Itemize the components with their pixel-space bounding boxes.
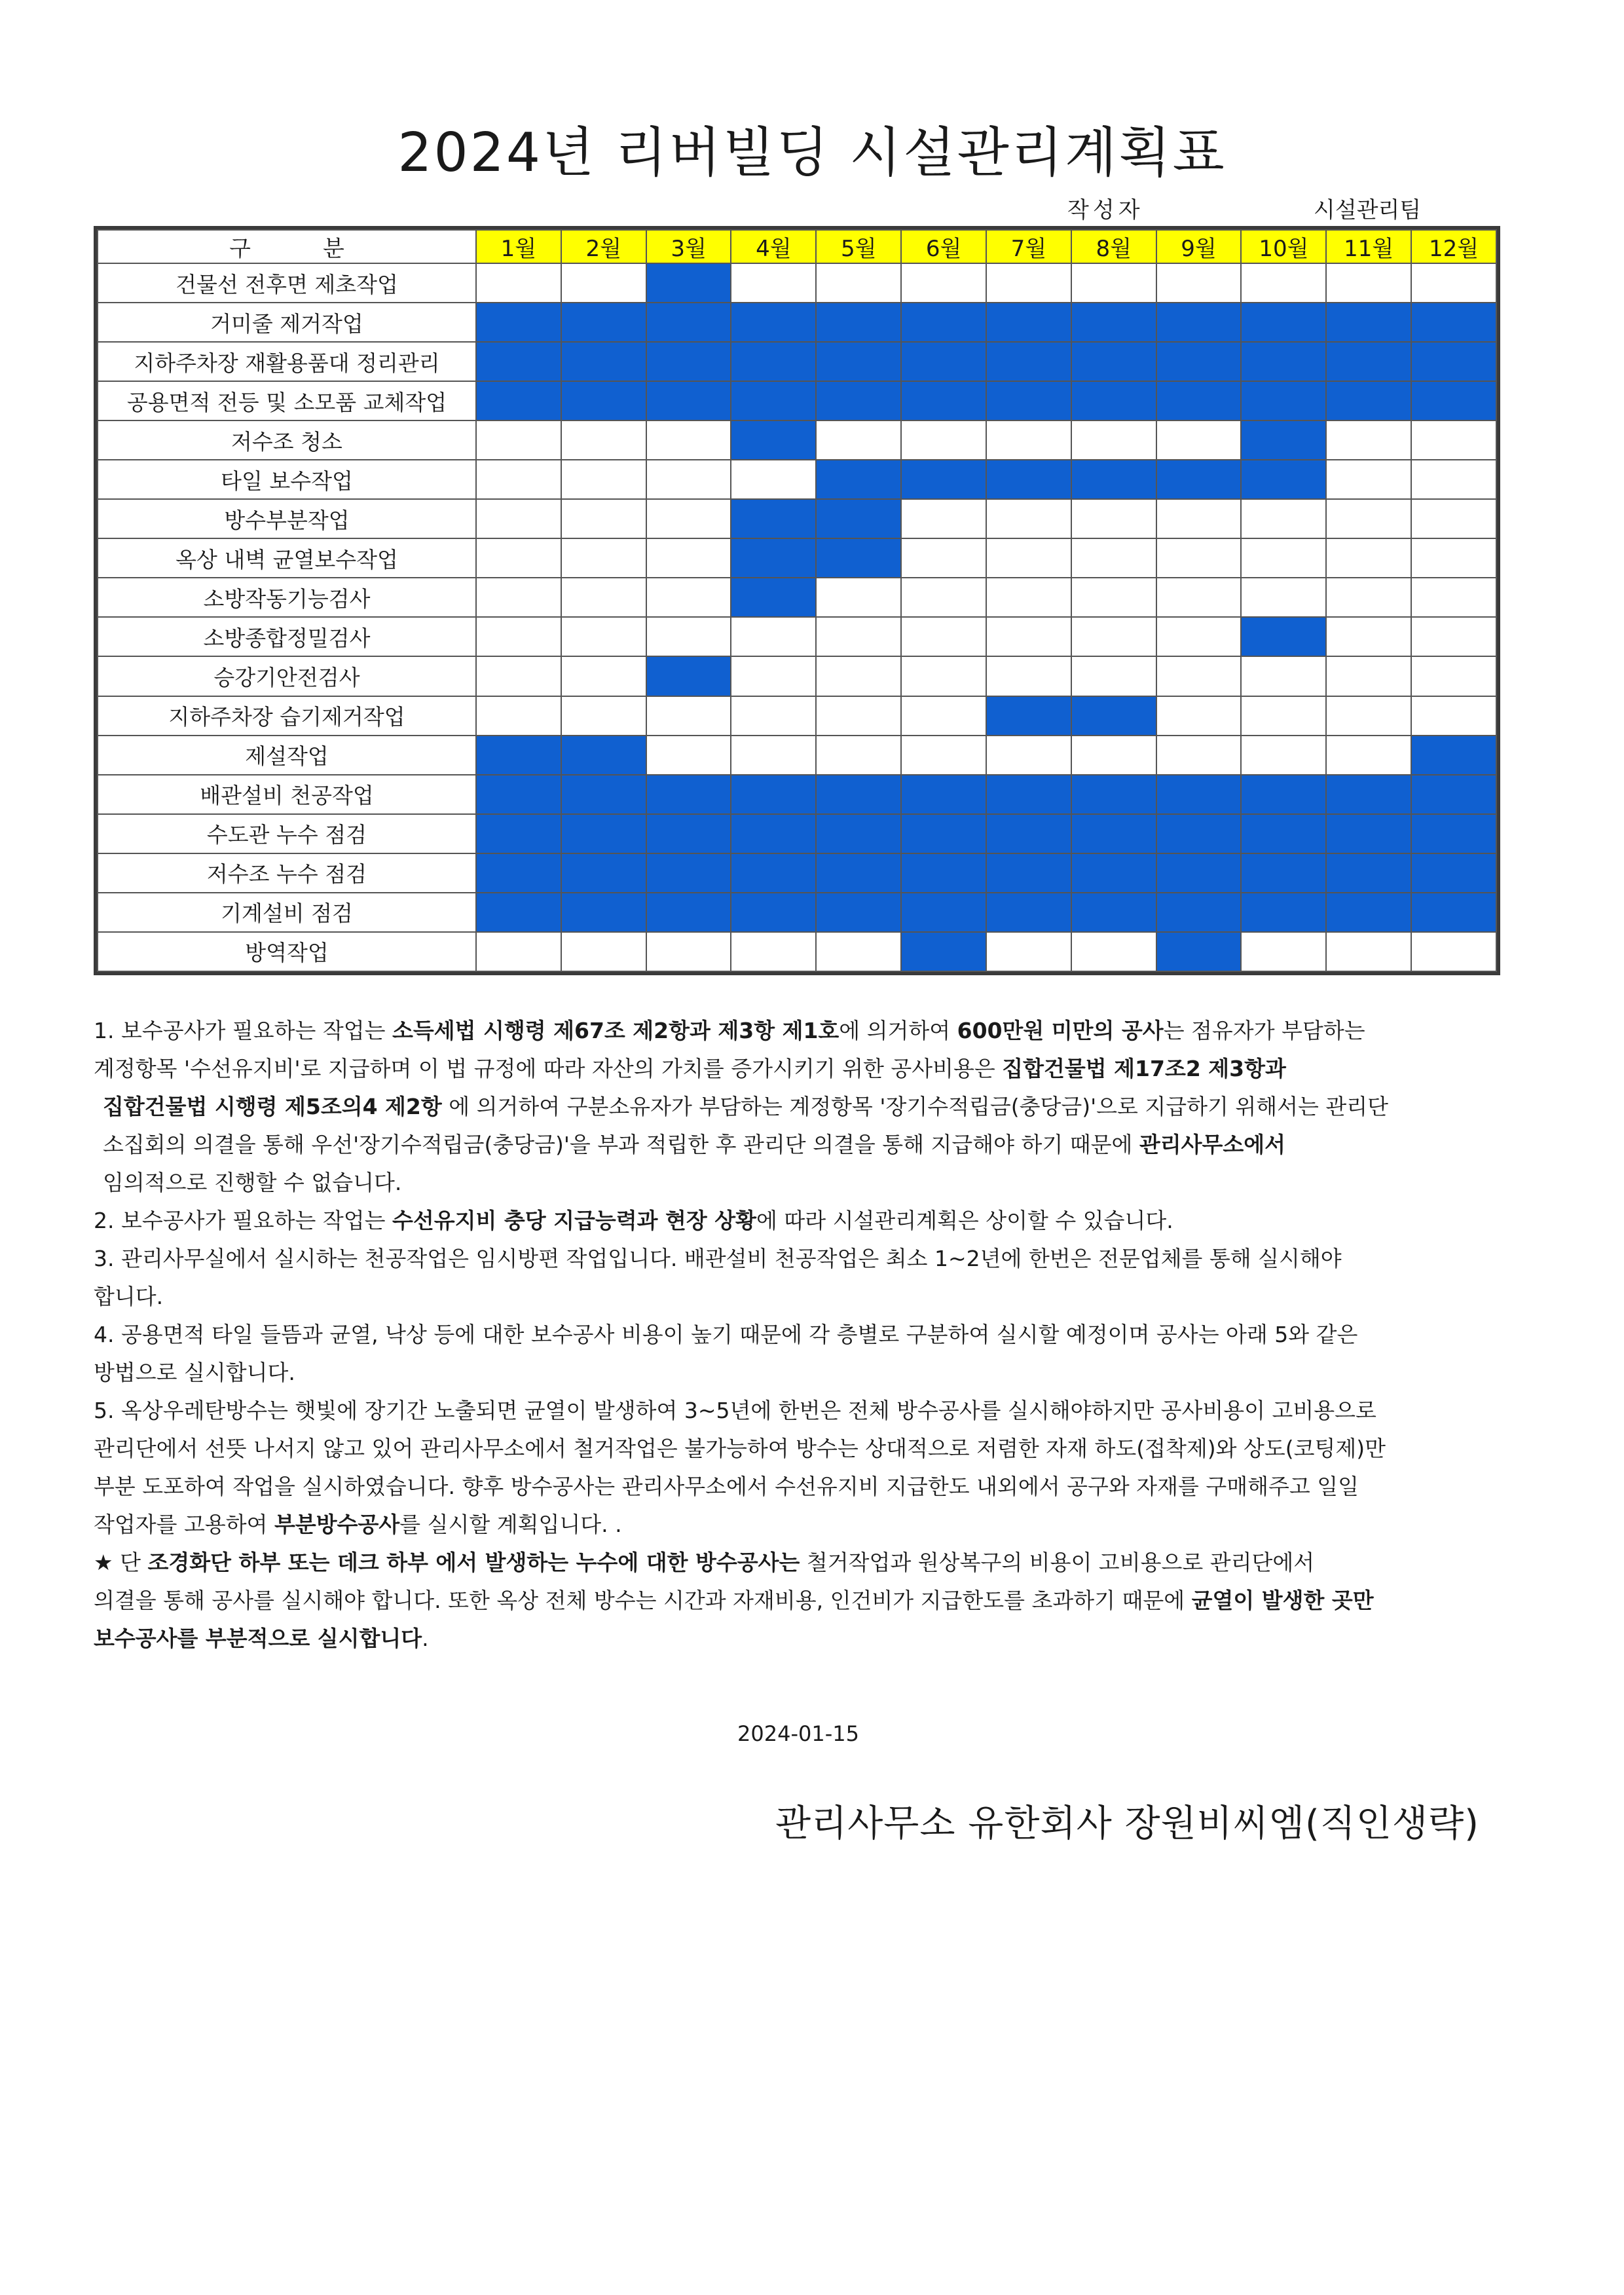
schedule-row xyxy=(98,696,1496,736)
month-cell-scheduled xyxy=(731,814,816,853)
month-cell-empty xyxy=(1071,538,1156,578)
schedule-row xyxy=(98,263,1496,303)
month-cell-scheduled xyxy=(986,814,1071,853)
month-cell-empty xyxy=(1156,538,1242,578)
schedule-row xyxy=(98,420,1496,460)
month-cell-scheduled xyxy=(1156,853,1242,893)
note-star: ★ 단 조경화단 하부 또는 데크 하부 에서 발생하는 누수에 대한 방수공사는 철거작업과 원상복구의 비용이 고비용으로 관리단에서 의결을 통해 공사를 실시해야 합니다. 또한 옥상 전체 방수는 시간과 자재비용, 인건비가 지급한도를 초과하기 때문에 균열이 발생한 곳만 보수공사를 부분적으로 실시합니다. xyxy=(94,1550,1374,1651)
month-cell-scheduled xyxy=(986,342,1071,381)
month-cell-empty xyxy=(901,736,986,775)
schedule-row xyxy=(98,578,1496,617)
month-cell-scheduled xyxy=(1071,814,1156,853)
month-cell-empty xyxy=(646,460,731,499)
month-cell-scheduled xyxy=(816,893,901,932)
month-cell-empty xyxy=(1326,420,1411,460)
author-label: 작성자 xyxy=(1067,197,1144,223)
month-cell-empty xyxy=(476,932,561,971)
month-cell-empty xyxy=(1326,578,1411,617)
month-cell-scheduled xyxy=(1241,342,1326,381)
month-cell-scheduled xyxy=(901,460,986,499)
month-header: 12월 xyxy=(1411,230,1496,263)
month-cell-empty xyxy=(1411,263,1496,303)
author-value: 시설관리팀 xyxy=(1314,197,1422,223)
month-cell-empty xyxy=(1326,932,1411,971)
month-cell-empty xyxy=(476,499,561,538)
month-header: 5월 xyxy=(816,230,901,263)
month-cell-scheduled xyxy=(646,814,731,853)
month-cell-empty xyxy=(901,656,986,696)
month-cell-empty xyxy=(1241,696,1326,736)
month-cell-scheduled xyxy=(816,853,901,893)
month-cell-scheduled xyxy=(646,303,731,342)
task-label: 옥상 내벽 균열보수작업 xyxy=(98,538,476,578)
month-cell-scheduled xyxy=(1071,853,1156,893)
month-cell-empty xyxy=(476,460,561,499)
month-cell-empty xyxy=(646,499,731,538)
schedule-table xyxy=(94,226,1500,975)
month-cell-scheduled xyxy=(1326,853,1411,893)
document-date: 2024-01-15 xyxy=(737,1721,859,1746)
month-cell-empty xyxy=(1156,736,1242,775)
month-cell-empty xyxy=(1411,617,1496,656)
month-cell-scheduled xyxy=(561,342,646,381)
task-label: 소방작동기능검사 xyxy=(98,578,476,617)
month-cell-empty xyxy=(561,617,646,656)
month-cell-empty xyxy=(1411,696,1496,736)
task-label: 방역작업 xyxy=(98,932,476,971)
month-cell-scheduled xyxy=(731,342,816,381)
month-cell-scheduled xyxy=(646,263,731,303)
month-cell-empty xyxy=(986,932,1071,971)
month-cell-scheduled xyxy=(476,814,561,853)
month-cell-scheduled xyxy=(1156,342,1242,381)
month-cell-scheduled xyxy=(731,381,816,420)
month-cell-scheduled xyxy=(1156,932,1242,971)
schedule-row xyxy=(98,853,1496,893)
month-cell-empty xyxy=(646,736,731,775)
month-cell-empty xyxy=(1071,420,1156,460)
month-cell-scheduled xyxy=(1326,775,1411,814)
month-cell-scheduled xyxy=(561,736,646,775)
month-cell-empty xyxy=(646,932,731,971)
month-cell-empty xyxy=(561,696,646,736)
month-cell-empty xyxy=(561,578,646,617)
month-cell-empty xyxy=(1156,617,1242,656)
task-label: 거미줄 제거작업 xyxy=(98,303,476,342)
month-cell-scheduled xyxy=(1071,775,1156,814)
month-cell-scheduled xyxy=(1071,696,1156,736)
month-cell-empty xyxy=(476,420,561,460)
month-cell-empty xyxy=(901,263,986,303)
month-cell-empty xyxy=(731,656,816,696)
month-cell-scheduled xyxy=(731,538,816,578)
month-cell-empty xyxy=(561,460,646,499)
month-cell-empty xyxy=(561,420,646,460)
month-header: 6월 xyxy=(901,230,986,263)
header-label: 구분 xyxy=(98,230,476,263)
task-label: 제설작업 xyxy=(98,736,476,775)
month-cell-scheduled xyxy=(816,499,901,538)
month-cell-empty xyxy=(816,420,901,460)
month-cell-empty xyxy=(1411,656,1496,696)
month-cell-scheduled xyxy=(1241,617,1326,656)
month-cell-empty xyxy=(1326,263,1411,303)
schedule-row xyxy=(98,499,1496,538)
task-label: 승강기안전검사 xyxy=(98,656,476,696)
task-label: 저수조 누수 점검 xyxy=(98,853,476,893)
month-cell-empty xyxy=(901,578,986,617)
month-cell-empty xyxy=(1071,499,1156,538)
month-cell-empty xyxy=(1241,736,1326,775)
month-cell-scheduled xyxy=(901,381,986,420)
month-cell-empty xyxy=(901,538,986,578)
month-cell-scheduled xyxy=(1241,853,1326,893)
month-cell-empty xyxy=(1326,696,1411,736)
schedule-row xyxy=(98,381,1496,420)
schedule-row xyxy=(98,893,1496,932)
month-cell-empty xyxy=(1071,656,1156,696)
month-cell-scheduled xyxy=(561,853,646,893)
task-label: 공용면적 전등 및 소모품 교체작업 xyxy=(98,381,476,420)
month-cell-empty xyxy=(1241,499,1326,538)
month-cell-empty xyxy=(986,736,1071,775)
month-cell-empty xyxy=(561,656,646,696)
month-cell-scheduled xyxy=(1411,342,1496,381)
month-cell-empty xyxy=(561,263,646,303)
month-cell-empty xyxy=(731,617,816,656)
month-cell-empty xyxy=(986,656,1071,696)
month-cell-scheduled xyxy=(901,893,986,932)
task-label: 방수부분작업 xyxy=(98,499,476,538)
month-cell-scheduled xyxy=(1071,381,1156,420)
month-cell-scheduled xyxy=(476,381,561,420)
month-cell-scheduled xyxy=(731,893,816,932)
month-cell-empty xyxy=(1411,578,1496,617)
month-cell-empty xyxy=(476,578,561,617)
month-cell-scheduled xyxy=(1411,303,1496,342)
month-cell-scheduled xyxy=(816,381,901,420)
month-cell-empty xyxy=(1071,263,1156,303)
notes xyxy=(94,1012,1521,1658)
month-cell-empty xyxy=(986,617,1071,656)
month-cell-empty xyxy=(731,696,816,736)
month-cell-scheduled xyxy=(476,303,561,342)
month-cell-scheduled xyxy=(1071,342,1156,381)
month-cell-empty xyxy=(1156,656,1242,696)
month-cell-scheduled xyxy=(476,342,561,381)
month-cell-scheduled xyxy=(986,381,1071,420)
task-label: 소방종합정밀검사 xyxy=(98,617,476,656)
month-header: 1월 xyxy=(476,230,561,263)
month-cell-scheduled xyxy=(1156,893,1242,932)
month-cell-empty xyxy=(901,499,986,538)
month-cell-empty xyxy=(1326,617,1411,656)
month-header: 9월 xyxy=(1156,230,1242,263)
month-cell-empty xyxy=(731,263,816,303)
month-cell-empty xyxy=(1326,736,1411,775)
month-cell-scheduled xyxy=(1071,460,1156,499)
month-header: 2월 xyxy=(561,230,646,263)
month-cell-scheduled xyxy=(646,381,731,420)
month-cell-empty xyxy=(986,578,1071,617)
note-2: 2. 보수공사가 필요하는 작업는 수선유지비 충당 지급능력과 현장 상황에 따라 시설관리계획은 상이할 수 있습니다. xyxy=(94,1208,1173,1233)
month-cell-scheduled xyxy=(901,303,986,342)
month-cell-scheduled xyxy=(986,853,1071,893)
month-cell-empty xyxy=(731,736,816,775)
page-title: 2024년 리버빌딩 시설관리계획표 xyxy=(397,122,1227,184)
month-header: 7월 xyxy=(986,230,1071,263)
month-cell-scheduled xyxy=(1241,303,1326,342)
schedule-row xyxy=(98,303,1496,342)
month-cell-scheduled xyxy=(1241,814,1326,853)
month-cell-empty xyxy=(646,420,731,460)
month-cell-scheduled xyxy=(816,303,901,342)
task-label: 수도관 누수 점검 xyxy=(98,814,476,853)
month-cell-scheduled xyxy=(1241,381,1326,420)
month-cell-scheduled xyxy=(1326,303,1411,342)
month-header: 4월 xyxy=(731,230,816,263)
month-cell-scheduled xyxy=(731,853,816,893)
month-cell-empty xyxy=(476,263,561,303)
note-4: 4. 공용면적 타일 들뜸과 균열, 낙상 등에 대한 보수공사 비용이 높기 때문에 각 층별로 구분하여 실시할 예정이며 공사는 아래 5와 같은 방법으로 실시합니다. xyxy=(94,1322,1358,1385)
month-cell-scheduled xyxy=(1326,814,1411,853)
month-header: 11월 xyxy=(1326,230,1411,263)
month-cell-scheduled xyxy=(1156,814,1242,853)
month-cell-scheduled xyxy=(1156,775,1242,814)
month-cell-scheduled xyxy=(1411,893,1496,932)
schedule-row xyxy=(98,538,1496,578)
month-cell-scheduled xyxy=(476,853,561,893)
month-cell-scheduled xyxy=(646,775,731,814)
month-cell-empty xyxy=(1071,578,1156,617)
month-cell-empty xyxy=(1156,420,1242,460)
month-cell-empty xyxy=(816,617,901,656)
month-cell-scheduled xyxy=(1411,381,1496,420)
month-cell-empty xyxy=(476,696,561,736)
month-cell-scheduled xyxy=(1156,460,1242,499)
month-cell-scheduled xyxy=(731,578,816,617)
month-cell-empty xyxy=(476,538,561,578)
month-cell-empty xyxy=(476,656,561,696)
schedule-row xyxy=(98,736,1496,775)
month-cell-scheduled xyxy=(731,420,816,460)
month-cell-scheduled xyxy=(1241,893,1326,932)
month-cell-empty xyxy=(561,538,646,578)
note-5: 5. 옥상우레탄방수는 햇빛에 장기간 노출되면 균열이 발생하여 3~5년에 한번은 전체 방수공사를 실시해야하지만 공사비용이 고비용으로 관리단에서 선뜻 나서지 않고 있어 관리사무소에서 철거작업은 불가능하여 방수는 상대적으로 저렴한 자재 하도(접착제)와 상도(코팅제)만 부분 도포하여 작업을 실시하였습니다. 향후 방수공사는 관리사무소에서 수선유지비 지급한도 내외에서 공구와 자재를 구매해주고 일일 작업자를 고용하여 부분방수공사를 실시할 계획입니다. . xyxy=(94,1398,1386,1537)
month-cell-empty xyxy=(1156,499,1242,538)
month-cell-empty xyxy=(1241,656,1326,696)
month-cell-empty xyxy=(901,696,986,736)
month-cell-scheduled xyxy=(816,460,901,499)
task-label: 지하주차장 재활용품대 정리관리 xyxy=(98,342,476,381)
month-cell-scheduled xyxy=(816,342,901,381)
month-header: 10월 xyxy=(1241,230,1326,263)
schedule-row xyxy=(98,814,1496,853)
month-cell-empty xyxy=(561,932,646,971)
month-cell-scheduled xyxy=(731,499,816,538)
month-cell-scheduled xyxy=(646,853,731,893)
month-cell-empty xyxy=(901,617,986,656)
month-cell-scheduled xyxy=(1241,775,1326,814)
month-cell-scheduled xyxy=(1411,853,1496,893)
month-cell-empty xyxy=(986,538,1071,578)
month-cell-empty xyxy=(1411,460,1496,499)
month-cell-scheduled xyxy=(986,775,1071,814)
month-header: 3월 xyxy=(646,230,731,263)
task-label: 저수조 청소 xyxy=(98,420,476,460)
month-cell-empty xyxy=(816,656,901,696)
month-cell-scheduled xyxy=(561,814,646,853)
task-label: 지하주차장 습기제거작업 xyxy=(98,696,476,736)
month-cell-empty xyxy=(646,578,731,617)
month-cell-scheduled xyxy=(646,893,731,932)
month-cell-empty xyxy=(646,617,731,656)
month-cell-empty xyxy=(1411,538,1496,578)
month-cell-empty xyxy=(561,499,646,538)
month-cell-scheduled xyxy=(1326,342,1411,381)
month-cell-empty xyxy=(1071,736,1156,775)
task-label: 기계설비 점검 xyxy=(98,893,476,932)
month-cell-scheduled xyxy=(1326,381,1411,420)
month-cell-empty xyxy=(1241,932,1326,971)
month-cell-scheduled xyxy=(731,303,816,342)
month-cell-empty xyxy=(816,263,901,303)
month-cell-scheduled xyxy=(816,814,901,853)
schedule-row xyxy=(98,775,1496,814)
month-cell-scheduled xyxy=(1411,736,1496,775)
month-cell-empty xyxy=(986,420,1071,460)
month-cell-empty xyxy=(1071,617,1156,656)
month-cell-empty xyxy=(816,932,901,971)
month-cell-scheduled xyxy=(561,303,646,342)
month-cell-empty xyxy=(1156,578,1242,617)
month-cell-empty xyxy=(816,696,901,736)
month-cell-empty xyxy=(1411,932,1496,971)
month-cell-empty xyxy=(1411,420,1496,460)
month-cell-scheduled xyxy=(1411,775,1496,814)
month-cell-empty xyxy=(1156,263,1242,303)
month-cell-empty xyxy=(816,736,901,775)
month-cell-empty xyxy=(1071,932,1156,971)
month-cell-empty xyxy=(1326,538,1411,578)
month-cell-scheduled xyxy=(1411,814,1496,853)
month-cell-scheduled xyxy=(1156,303,1242,342)
month-cell-empty xyxy=(646,538,731,578)
task-label: 배관설비 천공작업 xyxy=(98,775,476,814)
schedule-row xyxy=(98,342,1496,381)
month-cell-scheduled xyxy=(816,775,901,814)
month-cell-scheduled xyxy=(731,775,816,814)
month-cell-scheduled xyxy=(561,893,646,932)
month-cell-scheduled xyxy=(816,538,901,578)
month-cell-empty xyxy=(1241,263,1326,303)
month-cell-scheduled xyxy=(986,460,1071,499)
month-cell-scheduled xyxy=(476,775,561,814)
month-cell-empty xyxy=(646,696,731,736)
month-cell-scheduled xyxy=(901,775,986,814)
month-cell-scheduled xyxy=(901,932,986,971)
note-3: 3. 관리사무실에서 실시하는 천공작업은 임시방편 작업입니다. 배관설비 천공작업은 최소 1~2년에 한번은 전문업체를 통해 실시해야 합니다. xyxy=(94,1246,1342,1309)
month-cell-scheduled xyxy=(476,736,561,775)
month-cell-empty xyxy=(1326,460,1411,499)
month-cell-empty xyxy=(1241,538,1326,578)
month-cell-scheduled xyxy=(1071,303,1156,342)
month-cell-scheduled xyxy=(1156,381,1242,420)
month-cell-scheduled xyxy=(646,656,731,696)
schedule-row xyxy=(98,617,1496,656)
month-header: 8월 xyxy=(1071,230,1156,263)
month-cell-scheduled xyxy=(1241,460,1326,499)
signature: 관리사무소 유한회사 장원비씨엠(직인생략) xyxy=(775,1802,1480,1845)
month-cell-scheduled xyxy=(986,303,1071,342)
month-cell-empty xyxy=(1156,696,1242,736)
month-cell-scheduled xyxy=(561,381,646,420)
note-1: 1. 보수공사가 필요하는 작업는 소득세법 시행령 제67조 제2항과 제3항 제1호에 의거하여 600만원 미만의 공사는 점유자가 부담하는 계정항목 '수선유지비'로 지급하며 이 법 규정에 따라 자산의 가치를 증가시키기 위한 공사비용은 집합건물법 제17조2 제3항과 집합건물법 시행령 제5조의4 제2항 에 의거하여 구분소유자가 부담하는 계정항목 '장기수적립금(충당금)'으로 지급하기 위해서는 관리단 소집회의 의결을 통해 우선'장기수적립금(충당금)'을 부과 적립한 후 관리단 의결을 통해 지급해야 하기 때문에 관리사무소에서 임의적으로 진행할 수 없습니다. xyxy=(94,1018,1389,1195)
month-cell-empty xyxy=(1326,499,1411,538)
task-label: 타일 보수작업 xyxy=(98,460,476,499)
month-cell-scheduled xyxy=(986,893,1071,932)
month-cell-empty xyxy=(731,460,816,499)
month-cell-scheduled xyxy=(901,342,986,381)
month-cell-empty xyxy=(476,617,561,656)
month-cell-scheduled xyxy=(646,342,731,381)
month-cell-scheduled xyxy=(1326,893,1411,932)
schedule-row xyxy=(98,932,1496,971)
month-cell-empty xyxy=(901,420,986,460)
month-cell-empty xyxy=(731,932,816,971)
month-cell-scheduled xyxy=(561,775,646,814)
month-cell-empty xyxy=(1326,656,1411,696)
month-cell-empty xyxy=(1411,499,1496,538)
month-cell-scheduled xyxy=(476,893,561,932)
month-cell-scheduled xyxy=(1071,893,1156,932)
month-cell-empty xyxy=(986,263,1071,303)
schedule-row xyxy=(98,656,1496,696)
month-cell-empty xyxy=(816,578,901,617)
task-label: 건물선 전후면 제초작업 xyxy=(98,263,476,303)
month-cell-empty xyxy=(1241,578,1326,617)
month-cell-empty xyxy=(986,499,1071,538)
month-cell-scheduled xyxy=(901,853,986,893)
month-cell-scheduled xyxy=(986,696,1071,736)
month-cell-scheduled xyxy=(1241,420,1326,460)
schedule-row xyxy=(98,460,1496,499)
month-cell-scheduled xyxy=(901,814,986,853)
